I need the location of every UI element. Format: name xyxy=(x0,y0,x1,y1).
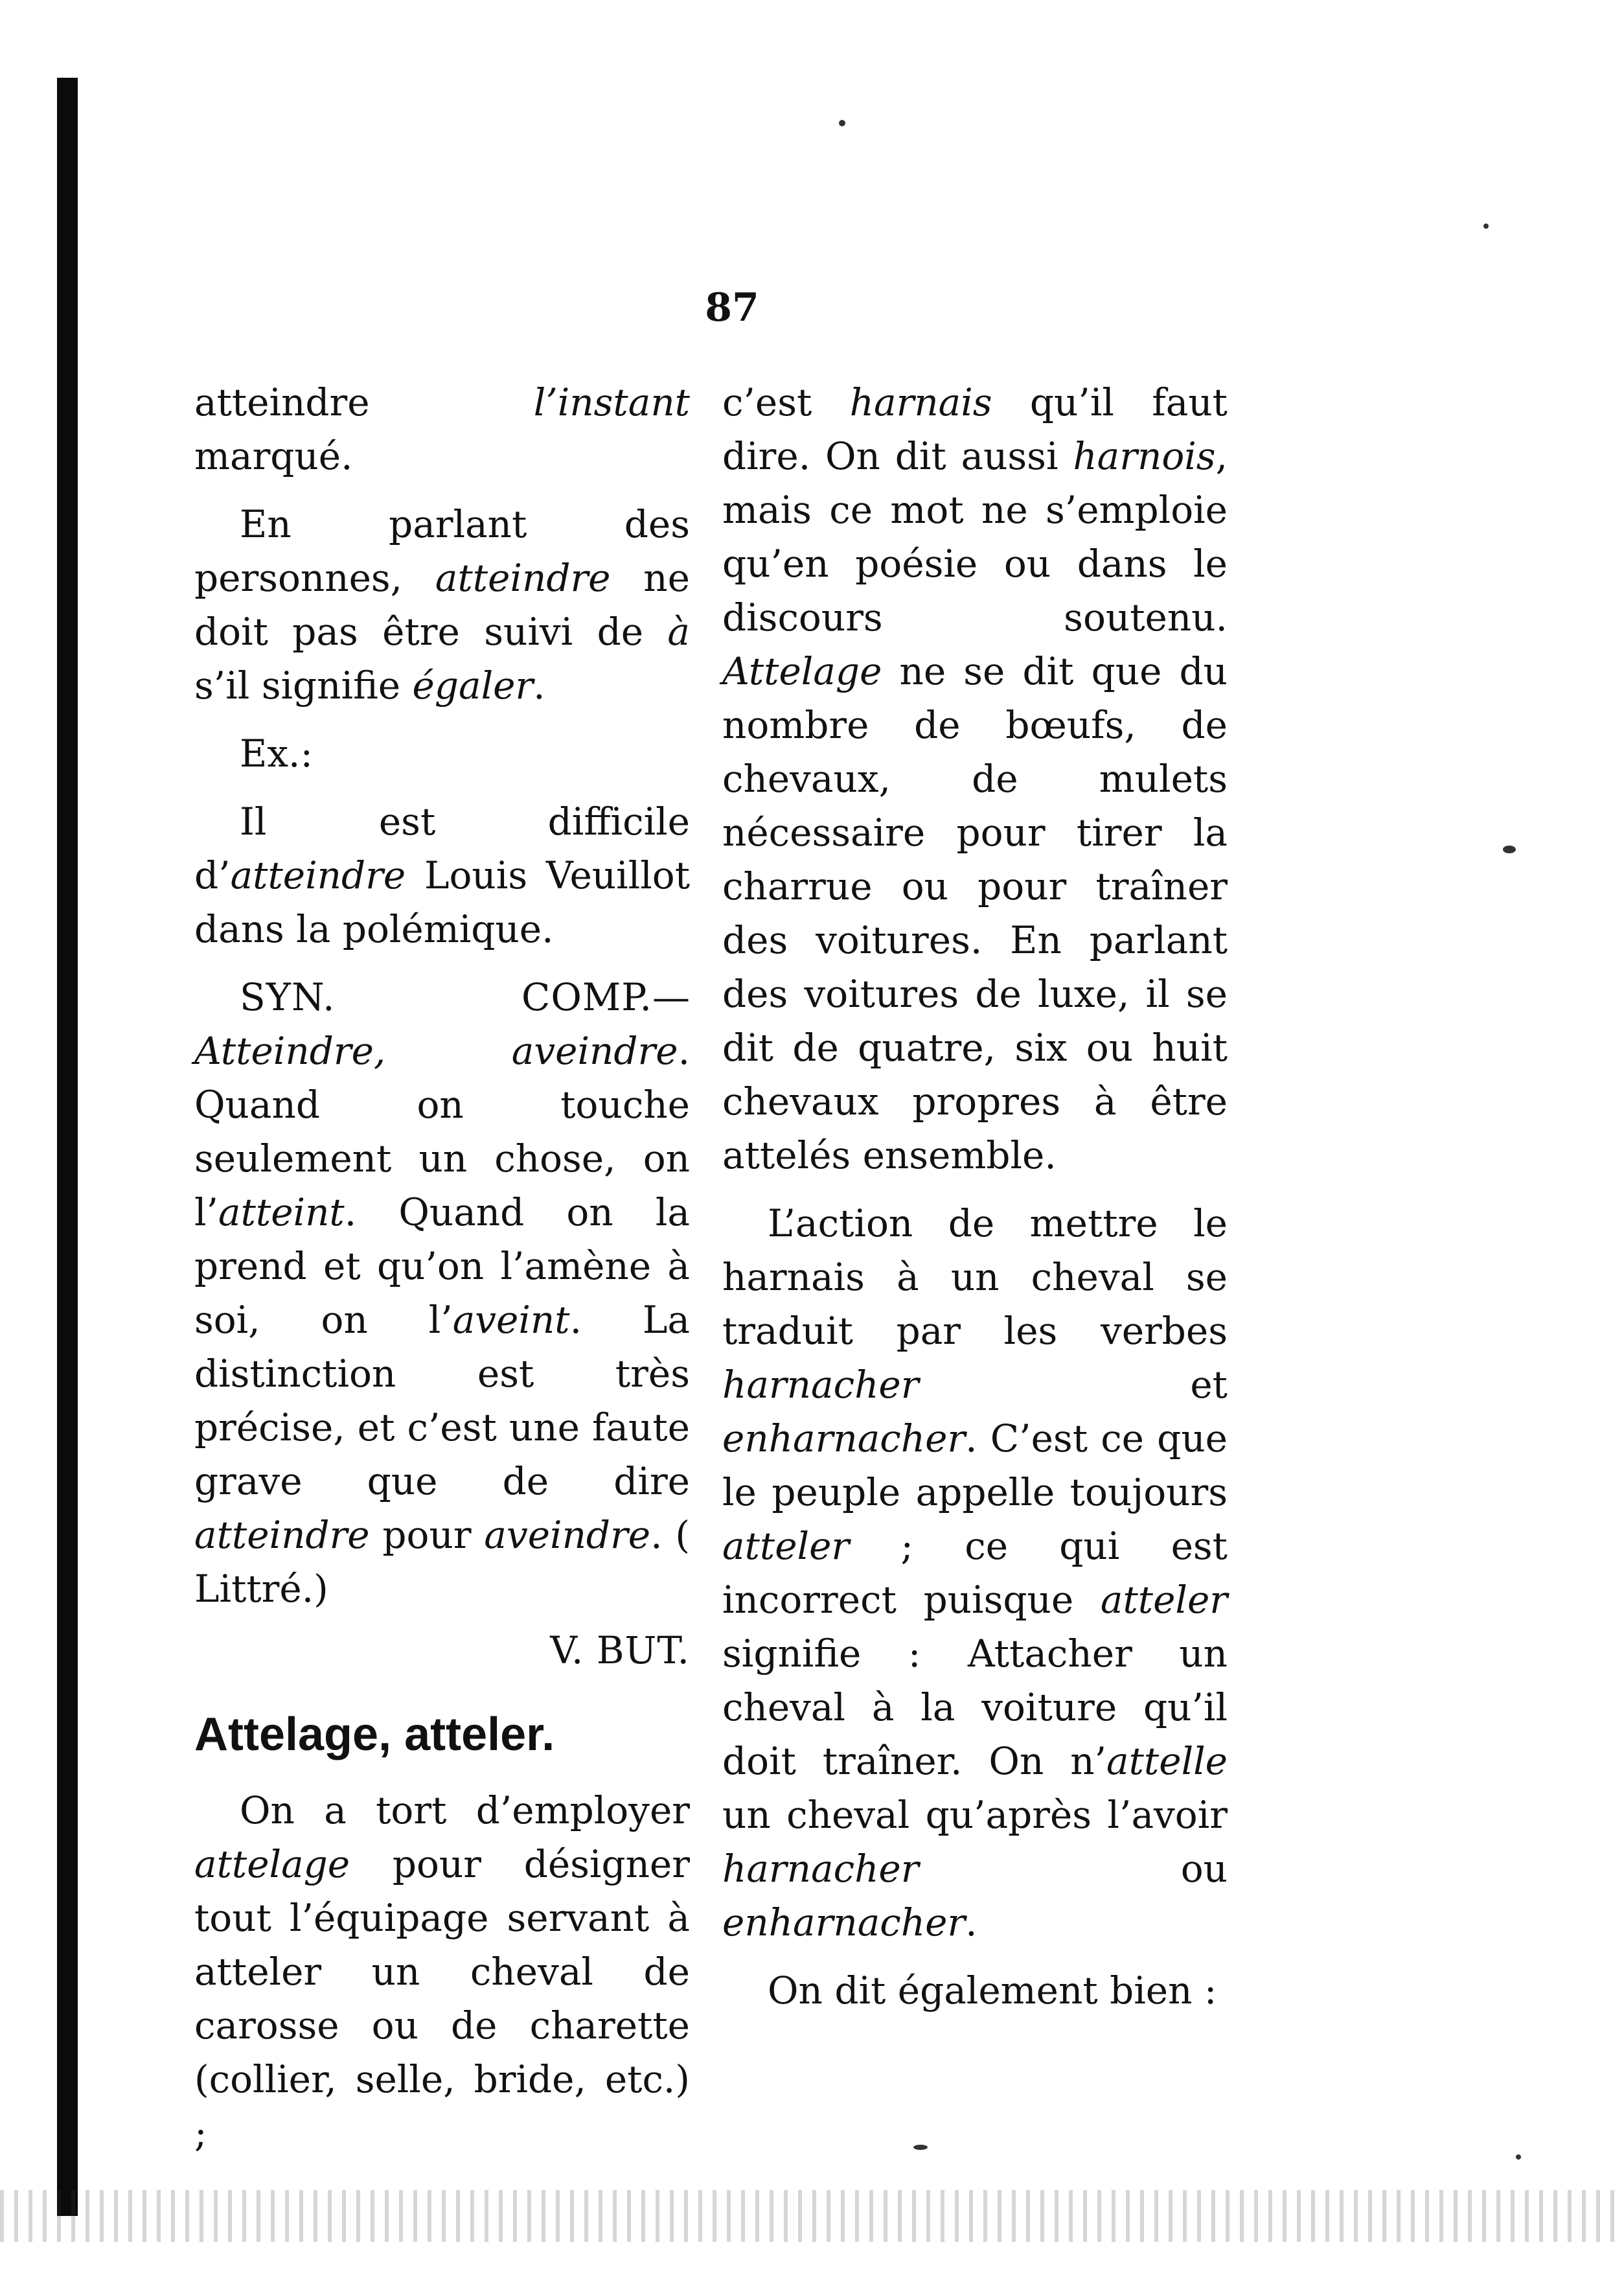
scan-speck xyxy=(913,2145,928,2150)
paragraph: On a tort d’employer attelage pour désigner tout l’équipage servant à atteler un cheval de carosse ou de charette (collier, selle, bride, etc.) ; xyxy=(194,1788,690,2155)
paragraph: En parlant des personnes, atteindre ne doit pas être suivi de à s’il signifie égaler. xyxy=(194,502,690,708)
scan-speck xyxy=(1516,2154,1521,2160)
paragraph: On dit également bien : xyxy=(768,1968,1217,2013)
paragraph: L’action de mettre le harnais à un cheval se traduit par les verbes harnacher et enharnacher. C’est ce que le peuple appelle toujours atteler ; ce qui est incorrect puisque atteler signifie : Attacher un cheval à la voiture qu’il doit traîner. On n’attelle un cheval qu’après l’avoir harnacher ou enharnacher. xyxy=(722,1201,1228,1944)
left-column xyxy=(194,376,690,2174)
paragraph: atteindre l’instant marqué. xyxy=(194,380,690,478)
paragraph: SYN. COMP.—Atteindre, aveindre. Quand on touche seulement un chose, on l’atteint. Quand on la prend et qu’on l’amène à soi, on l’aveint. La distinction est très précise, et c’est une faute grave que de dire atteindre pour aveindre. ( Littré.) xyxy=(194,975,691,1611)
page-number: 87 xyxy=(705,285,759,330)
example-label: Ex.: xyxy=(240,732,314,776)
scan-speck xyxy=(839,120,845,126)
right-column xyxy=(722,376,1228,2032)
scan-bottom-noise xyxy=(0,2190,1624,2242)
entry-title: Attelage, atteler. xyxy=(194,1709,555,1760)
paragraph: c’est harnais qu’il faut dire. On dit aussi harnois, mais ce mot ne s’emploie qu’en poésie ou dans le discours soutenu. Attelage ne se dit que du nombre de bœufs, de chevaux, de mulets nécessaire pour tirer la charrue ou pour traîner des voitures. En parlant des voitures de luxe, il se dit de quatre, six ou huit chevaux propres à être attelés ensemble. xyxy=(722,380,1228,1177)
scan-speck xyxy=(1483,224,1489,229)
scan-speck xyxy=(1503,846,1516,853)
book-binding-edge xyxy=(57,78,78,2216)
see-also-reference: V. BUT. xyxy=(550,1628,690,1672)
paragraph: Il est difficile d’atteindre Louis Veuillot dans la polémique. xyxy=(194,800,690,951)
